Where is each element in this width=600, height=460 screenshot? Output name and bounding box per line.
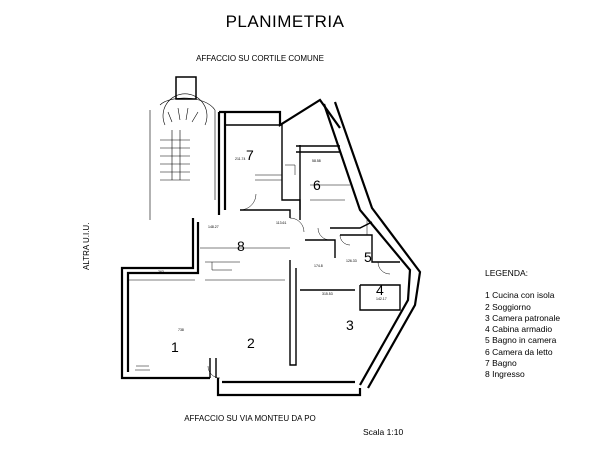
legend-item: 1 Cucina con isola — [485, 290, 555, 301]
dimension-label: 148.27 — [208, 225, 219, 229]
dimension-label: 126.33 — [346, 259, 357, 263]
room-number-8: 8 — [237, 238, 245, 254]
dimension-label: 738 — [178, 328, 184, 332]
dimension-label: 315.53 — [322, 292, 333, 296]
room-number-2: 2 — [247, 335, 255, 351]
legend-item: 4 Cabina armadio — [485, 324, 553, 335]
room-number-7: 7 — [246, 147, 254, 163]
staircase — [150, 77, 215, 220]
legend-item: 3 Camera patronale — [485, 312, 561, 323]
room-number-1: 1 — [171, 339, 179, 355]
plan-details — [128, 165, 390, 378]
plan-title: PLANIMETRIA — [225, 12, 345, 31]
dimension-label: 211.74 — [235, 157, 246, 161]
legend-item: 2 Soggiorno — [485, 301, 531, 312]
dimension-label: 174.8 — [314, 264, 323, 268]
room-number-6: 6 — [313, 177, 321, 193]
legend — [485, 268, 560, 381]
room-number-5: 5 — [364, 249, 372, 265]
scale-label: Scala 1:10 — [363, 427, 404, 437]
neighbor-unit-label: ALTRA U.I.U. — [82, 222, 91, 270]
dimension-label: 58.58 — [312, 159, 321, 163]
legend-item: 6 Camera da letto — [485, 346, 553, 357]
legend-item: 7 Bagno — [485, 358, 517, 369]
courtyard-side-label: AFFACCIO SU CORTILE COMUNE — [196, 54, 324, 63]
outer-walls — [122, 100, 420, 395]
street-side-label: AFFACCIO SU VIA MONTEU DA PO — [184, 414, 316, 423]
legend-title: LEGENDA: — [485, 268, 528, 278]
dimension-label: 142.17 — [376, 297, 387, 301]
legend-item: 5 Bagno in camera — [485, 335, 557, 346]
room-number-4: 4 — [376, 282, 384, 298]
dimension-label: 263 — [158, 270, 164, 274]
dimension-label: 113.61 — [276, 221, 287, 225]
room-number-3: 3 — [346, 317, 354, 333]
legend-item: 8 Ingresso — [485, 369, 525, 380]
